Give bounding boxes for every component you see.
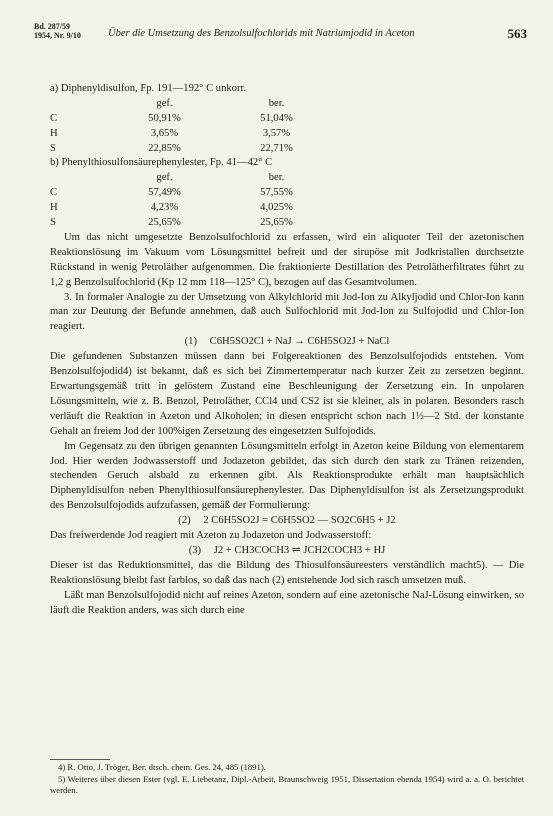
col-calc-label: ber.	[268, 97, 285, 109]
calc-cell: 22,71%	[260, 142, 293, 154]
table-row	[50, 201, 524, 216]
analysis-a	[50, 82, 524, 156]
paragraph: 3. In formaler Analogie zu der Umsetzung von Alkylchlorid mit Jod-Ion zu Alkyljodid und Chlor-Ion kann man zur Deutung der Befunde annehmen, daß auch Sulfochlorid mit Jod-Ion zu Sulfojodid und Chlor-Ion reagiert.	[50, 291, 524, 333]
equation-text: C6H5SO2Cl + NaJ → C6H5SO2J + NaCl	[209, 336, 390, 348]
paragraph: Dieser ist das Reduktionsmittel, das die Bildung des Thiosulfonsäureesters verständlich macht5). — Die Reaktionslösung bleibt fast farblos, so daß das nach (2) entstehende Jod sich rasch umsetzen muß.	[50, 559, 524, 586]
calc-cell: 4,025%	[260, 202, 293, 214]
table-row	[50, 186, 524, 201]
page-number: 563	[507, 26, 527, 41]
equation-3	[50, 544, 524, 559]
element-cell: H	[50, 202, 58, 214]
table-row	[50, 127, 524, 142]
equation-number: (3)	[188, 544, 202, 556]
paragraph: Um das nicht umgesetzte Benzolsulfochlorid zu erfassen, wird ein aliquoter Teil der azetonischen Reaktionslösung im Vakuum vom Lösungsmittel befreit und der sirupöse mit Jodkristallen durchsetzte Rückstand in wenig Petroläther aufgenommen. Die fraktionierte Destillation des Petrolätherfiltrates führt zu 1,2 g Benzolsulfochlorid (Kp 12 mm 118—125° C), bezogen auf das Gesamtvolumen.	[50, 231, 524, 288]
col-found-label: gef.	[156, 172, 173, 184]
found-cell: 25,65%	[148, 217, 181, 229]
paragraph: Die gefundenen Substanzen müssen dann bei Folgereaktionen des Benzolsulfojodids entstehen. Vom Benzolsulfojodid4) ist bekannt, daß es sich bei Zimmertemperatur nach kurzer Zeit zu zersetzen beginnt. Erwartungsgemäß tritt in gelöstem Zustand eine Beschleunigung der Zersetzung ein. In unpolaren Lösungsmitteln, wie z. B. Benzol, Petroläther, CCl4 und CS2 ist sie kleiner, als in polaren. Besonders rasch verläuft die Reaktion in Azeton und Alkoholen; in diesen entspricht schon nach 1½—2 Std. der konstante Gehalt an freiem Jod der 100%igen Zersetzung des eingesetzten Sulfojodids.	[50, 351, 524, 437]
equation-1	[50, 335, 524, 350]
volume-number: Bd. 287/59	[34, 22, 71, 31]
found-cell: 50,91%	[148, 112, 181, 124]
analysis-b	[50, 156, 524, 230]
calc-cell: 57,55%	[260, 187, 293, 199]
footnote: 5) Weiteres über diesen Ester (vgl. E. Liebetanz, Dipl.-Arbeit, Braunschweig 1951, Dissertation ebenda 1954) wird a. a. O. berichtet werden.	[50, 773, 524, 795]
equation-number: (1)	[184, 336, 197, 348]
found-cell: 4,23%	[150, 202, 179, 214]
col-calc-label: ber.	[268, 172, 285, 184]
volume-info	[34, 22, 81, 40]
element-cell: H	[50, 127, 58, 139]
footnote-divider	[50, 759, 110, 760]
element-cell: S	[50, 142, 56, 154]
table-row	[50, 216, 524, 231]
element-cell: C	[50, 187, 58, 199]
calc-cell: 51,04%	[260, 112, 293, 124]
table-row	[50, 142, 524, 157]
running-title: Über die Umsetzung des Benzolsulfochlorids mit Natriumjodid in Aceton	[108, 28, 415, 39]
found-cell: 22,85%	[148, 142, 181, 154]
footnotes	[50, 762, 524, 797]
equation-number: (2)	[178, 515, 191, 527]
footnote: 4) R. Otto, J. Tröger, Ber. dtsch. chem. Ges. 24, 485 (1891).	[58, 762, 266, 772]
paragraph: Das freiwerdende Jod reagiert mit Azeton zu Jodazeton und Jodwasserstoff:	[50, 530, 372, 542]
equation-text: J2 + CH3COCH3 ⇌ JCH2COCH3 + HJ	[213, 544, 386, 556]
table-row	[50, 112, 524, 127]
paragraph: Läßt man Benzolsulfojodid nicht auf reines Azeton, sondern auf eine azetonische NaJ-Lösung einwirken, so läuft die Reaktion anders, was sich durch eine	[50, 589, 524, 616]
found-cell: 3,65%	[150, 127, 179, 139]
analysis-a-caption: a) Diphenyldisulfon, Fp. 191—192° C unkorr.	[50, 83, 247, 94]
element-cell: C	[50, 112, 58, 124]
paragraph: Im Gegensatz zu den übrigen genannten Lösungsmitteln erfolgt in Azeton keine Bildung von elementarem Jod. Hier werden Jodwasserstoff und Jodazeton gebildet, das sich durch den stark zu Tränen reizenden, stechenden Geruch alsbald zu erkennen gibt. Als Reaktionsprodukte erhält man hauptsächlich Diphenyldisulfon neben Phenylthiosulfonsäurephenylester. Das Diphenyldisulfon ist als Zersetzungsprodukt des Benzolsulfojodids aufzufassen, gemäß der Formulierung:	[50, 440, 524, 512]
calc-cell: 3,57%	[262, 127, 291, 139]
element-cell: S	[50, 217, 56, 229]
analysis-b-header	[50, 171, 524, 186]
equation-text: 2 C6H5SO2J = C6H5SO2 — SO2C6H5 + J2	[203, 515, 396, 527]
running-header	[34, 22, 527, 52]
analysis-a-header	[50, 97, 524, 112]
issue-number: 1954, Nr. 9/10	[34, 31, 81, 40]
main-text	[50, 82, 524, 619]
col-found-label: gef.	[156, 97, 173, 109]
analysis-b-caption: b) Phenylthiosulfonsäurephenylester, Fp. 41—42° C	[50, 157, 273, 169]
calc-cell: 25,65%	[260, 217, 293, 229]
equation-2	[50, 514, 524, 529]
found-cell: 57,49%	[148, 187, 181, 199]
